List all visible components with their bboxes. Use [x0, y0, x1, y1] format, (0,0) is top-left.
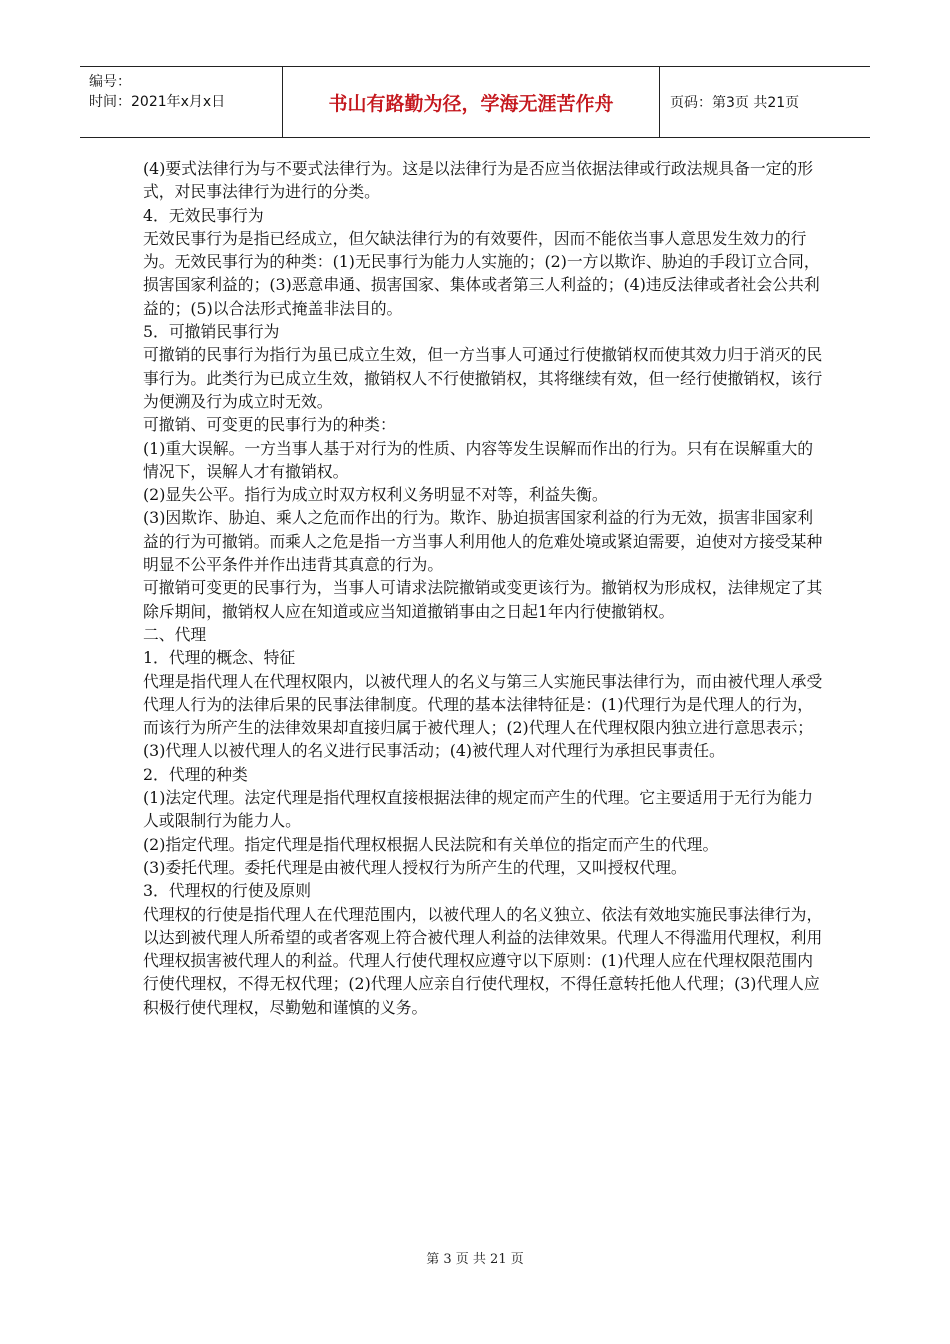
paragraph: (4)要式法律行为与不要式法律行为。这是以法律行为是否应当依据法律或行政法规具备一定的形式，对民事法律行为进行的分类。 — [143, 159, 814, 202]
list-item: (2)显失公平。指行为成立时双方权利义务明显不对等，利益失衡。 — [143, 485, 608, 505]
header-date: 时间：2021年x月x日 — [89, 94, 226, 110]
header-number: 编号： — [89, 74, 131, 90]
paragraph: 代理权的行使是指代理人在代理范围内，以被代理人的名义独立、依法有效地实施民事法律行为，以达到被代理人所希望的或者客观上符合被代理人利益的法律效果。代理人不得滥用代理权，利用代理权损害被代理人的利益。代理人行使代理权应遵守以下原则：(1)代理人应在代理权限范围内行使代理权，不得无权代理；(2)代理人应亲自行使代理权，不得任意转托他人代理；(3)代理人应积极行使代理权，尽勤勉和谨慎的义务。 — [143, 904, 823, 1017]
page-header — [80, 66, 870, 138]
paragraph: 可撤销的民事行为指行为虽已成立生效，但一方当事人可通过行使撤销权而使其效力归于消灭的民事行为。此类行为已成立生效，撤销权人不行使撤销权，其将继续有效，但一经行使撤销权，该行为便溯及行为成立时无效。 — [143, 345, 823, 411]
paragraph: 可撤销、可变更的民事行为的种类： — [143, 415, 396, 435]
paragraph: 代理是指代理人在代理权限内，以被代理人的名义与第三人实施民事法律行为，而由被代理人承受代理人行为的法律后果的民事法律制度。代理的基本法律特征是：(1)代理行为是代理人的行为，而该行为所产生的法律效果却直接归属于被代理人；(2)代理人在代理权限内独立进行意思表示；(3)代理人以被代理人的名义进行民事活动；(4)被代理人对代理行为承担民事责任。 — [143, 671, 823, 761]
paragraph: 无效民事行为是指已经成立，但欠缺法律行为的有效要件，因而不能依当事人意思发生效力的行为。无效民事行为的种类：(1)无民事行为能力人实施的；(2)一方以欺诈、胁迫的手段订立合同，损害国家利益的；(3)恶意串通、损害国家、集体或者第三人利益的；(4)违反法律或者社会公共利益的；(5)以合法形式掩盖非法目的。 — [143, 228, 820, 318]
document-body — [143, 157, 823, 1019]
list-item: (3)因欺诈、胁迫、乘人之危而作出的行为。欺诈、胁迫损害国家利益的行为无效，损害非国家利益的行为可撤销。而乘人之危是指一方当事人利用他人的危难处境或紧迫需要，迫使对方接受某种明显不公平条件并作出违背其真意的行为。 — [143, 508, 823, 575]
paragraph: 可撤销可变更的民事行为，当事人可请求法院撤销或变更该行为。撤销权为形成权，法律规定了其除斥期间，撤销权人应在知道或应当知道撤销事由之日起1年内行使撤销权。 — [143, 578, 823, 621]
page-footer: 第 3 页 共 21 页 — [426, 1252, 524, 1267]
section-heading: 4．无效民事行为 — [143, 205, 264, 225]
header-divider — [659, 67, 660, 137]
list-item: (2)指定代理。指定代理是指代理权根据人民法院和有关单位的指定而产生的代理。 — [143, 834, 719, 854]
section-heading: 5．可撤销民事行为 — [143, 322, 280, 342]
section-heading: 2．代理的种类 — [143, 764, 248, 784]
chapter-heading: 二、代理 — [143, 624, 207, 644]
list-item: (1)法定代理。法定代理是指代理权直接根据法律的规定而产生的代理。它主要适用于无行为能力人或限制行为能力人。 — [143, 788, 814, 831]
header-motto: 书山有路勤为径，学海无涯苦作舟 — [328, 92, 614, 115]
list-item: (3)委托代理。委托代理是由被代理人授权行为所产生的代理，又叫授权代理。 — [143, 857, 687, 877]
section-heading: 3．代理权的行使及原则 — [143, 881, 312, 901]
header-meta — [89, 72, 225, 112]
section-heading: 1．代理的概念、特征 — [143, 648, 296, 668]
header-page-number: 页码：第3页 共21页 — [670, 95, 800, 111]
list-item: (1)重大误解。一方当事人基于对行为的性质、内容等发生误解而作出的行为。只有在误解重大的情况下，误解人才有撤销权。 — [143, 438, 814, 481]
